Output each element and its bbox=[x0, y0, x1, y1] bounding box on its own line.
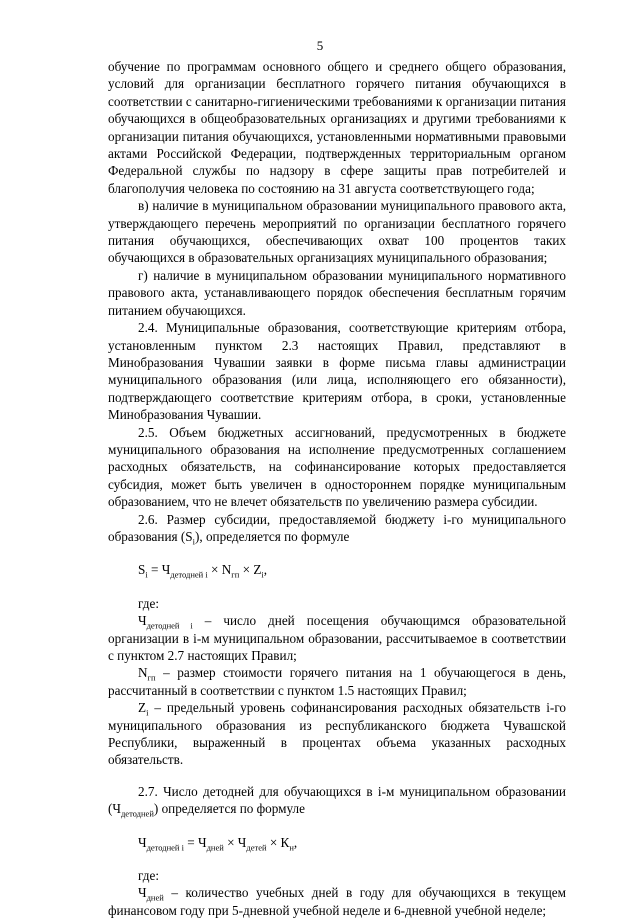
def4-sub: дней bbox=[146, 893, 164, 904]
f2-b-sub: детей bbox=[246, 842, 267, 853]
paragraph-2-7 bbox=[108, 783, 566, 818]
f1-s: S bbox=[138, 562, 146, 578]
def2-a: N bbox=[138, 665, 148, 681]
document-body bbox=[108, 58, 566, 919]
f2-eq: = Ч bbox=[183, 834, 207, 850]
f1-s-sub: i bbox=[145, 570, 148, 581]
paragraph-item-v: в) наличие в муниципальном образовании муниципального правового акта, утверждающего перечень мероприятий по организации бесплатного горячего питания обучающихся, обеспечивающих охват 100 процентов таких обучающихся в образовательных организациях муниципального образования; bbox=[108, 198, 566, 266]
f2-c-sub: н bbox=[289, 842, 294, 853]
f2-lhs: Ч bbox=[138, 834, 147, 850]
f2-x1: × Ч bbox=[223, 834, 247, 850]
paragraph-2-4: 2.4. Муниципальные образования, соответствующие критериям отбора, установленным пунктом 2.3 настоящих Правил, представляют в Минобразования Чувашии заявки в форме письма главы администрации муниципального образования (или лица, исполняющего его обязанности), подтверждающего соответствие критериям отбора, в сроки, установленные Минобразования Чувашии. bbox=[108, 320, 566, 423]
paragraph-2-6 bbox=[108, 511, 566, 546]
f1-x2: × Z bbox=[239, 562, 262, 578]
p26-sub: i bbox=[192, 536, 195, 547]
f2-a-sub: дней bbox=[206, 842, 224, 853]
def2-b: – размер стоимости горячего питания на 1 обучающегося в день, рассчитанный в соответствии с пунктом 1.5 настоящих Правил; bbox=[108, 665, 566, 698]
where-label-1: где: bbox=[138, 595, 159, 611]
definition-chdney bbox=[108, 884, 566, 919]
f1-end: , bbox=[263, 562, 268, 578]
p27-text-b: ) определяется по формуле bbox=[153, 801, 305, 817]
where-label-2: где: bbox=[138, 868, 159, 884]
f2-end: , bbox=[293, 834, 298, 850]
p26-text-a: 2.6. Размер субсидии, предоставляемой бюджету i-го муниципального образования (S bbox=[108, 511, 566, 544]
f2-x2: × К bbox=[266, 834, 290, 850]
p27-sub: детодней bbox=[120, 808, 154, 819]
def3-a: Z bbox=[138, 700, 147, 716]
paragraph-item-g: г) наличие в муниципальном образовании муниципального нормативного правового акта, устанавливающего порядок обеспечения бесплатным горячим питанием обучающихся. bbox=[108, 267, 566, 318]
page-number: 5 bbox=[316, 38, 324, 53]
f1-x1: × N bbox=[207, 562, 232, 578]
f1-z-sub: i bbox=[261, 570, 264, 581]
paragraph-continuation: обучение по программам основного общего и среднего общего образования, условий для организации бесплатного горячего питания обучающихся в соответствии с санитарно-гигиеническими требованиями к организации питания обучающихся в общеобразовательных организациях и другими требованиями к организации питания обучающихся, установленными нормативными правовыми актами Российской Федерации, подтвержденных территориальным органом Федеральной службы по надзору в сфере защиты прав потребителей и благополучия человека по состоянию на 31 августа соответствующего года; bbox=[108, 59, 566, 196]
def1-sub: детодней i bbox=[146, 620, 193, 631]
f1-ch-sub: детодней i bbox=[170, 570, 208, 581]
definition-zi bbox=[108, 699, 566, 769]
f1-n-sub: гп bbox=[231, 570, 240, 581]
f1-eq: = Ч bbox=[147, 562, 171, 578]
paragraph-2-5: 2.5. Объем бюджетных ассигнований, предусмотренных в бюджете муниципального образования на исполнение предусмотренных соглашением расходных обязательств, на софинансирование которых предоставляется субсидия, может быть увеличен в одностороннем порядке муниципальным образованием, что не влечет обязательств по увеличению размера субсидии. bbox=[108, 424, 566, 510]
p26-text-b: ), определяется по формуле bbox=[194, 528, 350, 544]
formula-subsidy bbox=[138, 561, 566, 581]
def2-sub: гп bbox=[147, 673, 156, 684]
definition-chdetodney bbox=[108, 612, 566, 664]
def1-a: Ч bbox=[138, 613, 147, 629]
def1-b: – число дней посещения обучающимся образовательной организации в i-м муниципальном образовании, рассчитываемое в соответствии с пунктом 2.7 настоящих Правил; bbox=[108, 613, 566, 663]
def4-b: – количество учебных дней в году для обучающихся в текущем финансовом году при 5-дневной учебной неделе и 6-дневной учебной неделе; bbox=[108, 885, 566, 918]
f2-lhs-sub: детодней i bbox=[146, 842, 184, 853]
def4-a: Ч bbox=[138, 885, 147, 901]
p27-text-a: 2.7. Число детодней для обучающихся в i-м муниципальном образовании (Ч bbox=[108, 783, 566, 817]
formula-child-days bbox=[138, 834, 566, 851]
definition-ngp bbox=[108, 664, 566, 699]
spacer bbox=[108, 769, 566, 783]
def3-sub: i bbox=[146, 707, 149, 718]
def3-b: – предельный уровень софинансирования расходных обязательств i-го муниципального образования из республиканского бюджета Чувашской Республики, выраженный в процентах объема указанных расходных обязательств. bbox=[108, 700, 566, 768]
